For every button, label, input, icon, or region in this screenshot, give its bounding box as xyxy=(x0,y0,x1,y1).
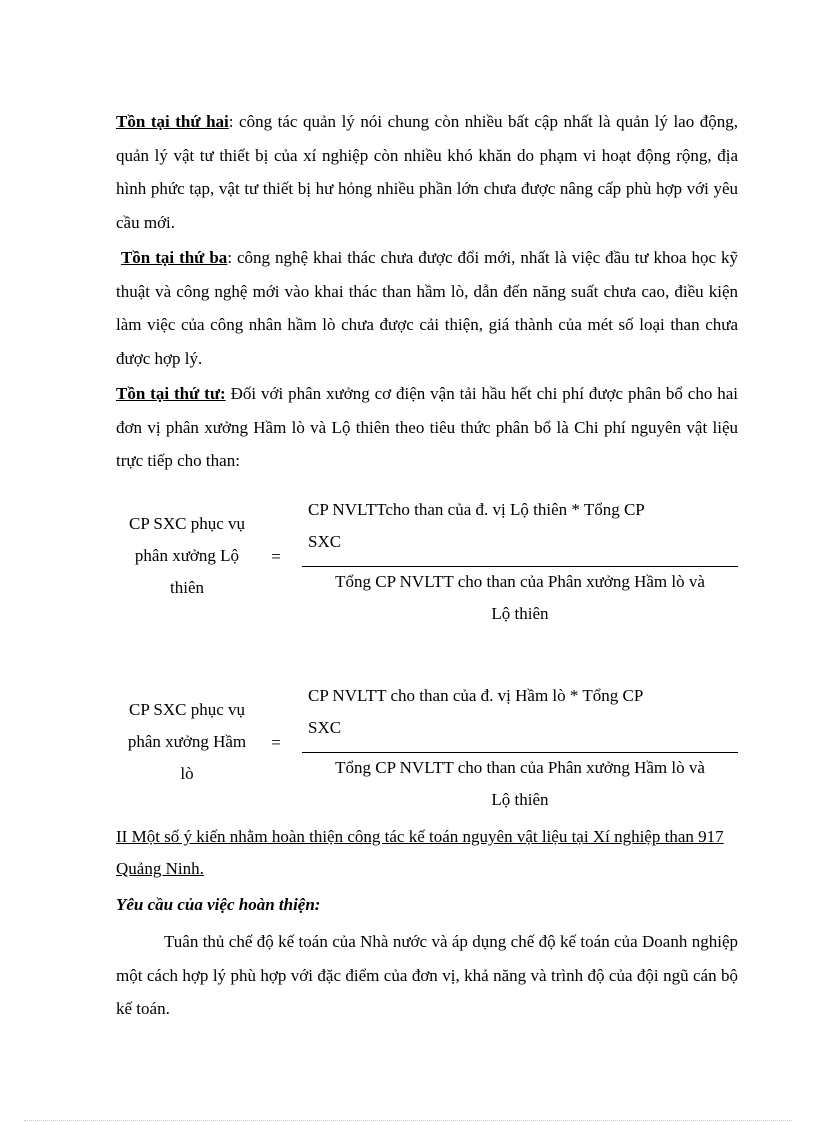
paragraph-ton-tai-thu-ba xyxy=(116,241,738,375)
formula-lo-thien-denominator-line1: Tổng CP NVLTT cho than của Phân xưởng Hầm lò và xyxy=(335,572,705,591)
formula-lo-thien-lhs-line2: phân xưởng Lộ xyxy=(134,546,240,565)
formula-lo-thien-numerator-line2: SXC xyxy=(308,532,342,551)
formula-ham-lo-lhs xyxy=(116,694,258,790)
page-bottom-divider xyxy=(24,1120,792,1121)
formula-ham-lo-lhs-line1: CP SXC phục vụ xyxy=(128,700,246,719)
label-ton-tai-thu-tu: Tồn tại thứ tư: xyxy=(116,384,226,403)
paragraph-ton-tai-thu-tu xyxy=(116,377,738,478)
formula-ham-lo-numerator-line1: CP NVLTT cho than của đ. vị Hầm lò * Tổng CP xyxy=(308,686,644,705)
text-ton-tai-thu-tu: Đối với phân xưởng cơ điện vận tải hầu hết chi phí được phân bổ cho hai đơn vị phân xưởng Hầm lò và Lộ thiên theo tiêu thức phân bổ là Chi phí nguyên vật liệu trực tiếp cho than: xyxy=(116,384,738,470)
formula-ham-lo-numerator xyxy=(308,680,738,744)
formula-ham-lo xyxy=(116,680,740,820)
formula-lo-thien-numerator xyxy=(308,494,738,558)
formula-lo-thien-lhs-line3: thiên xyxy=(170,578,204,597)
text-ton-tai-thu-ba: : công nghệ khai thác chưa được đổi mới, nhất là việc đầu tư khoa học kỹ thuật và công nghệ mới vào khai thác than hầm lò, dẫn đến năng suất chưa cao, điều kiện làm việc của công nhân hầm lò chưa được cải thiện, giá thành của mét số loại than chưa được hợp lý. xyxy=(116,248,738,368)
formula-lo-thien xyxy=(116,494,740,634)
label-ton-tai-thu-ba: Tồn tại thứ ba xyxy=(120,248,228,267)
formula-ham-lo-denominator xyxy=(302,752,738,816)
formula-lo-thien-denominator xyxy=(302,566,738,630)
formula-ham-lo-equals: = xyxy=(271,733,281,752)
formula-ham-lo-numerator-line2: SXC xyxy=(308,718,342,737)
formula-lo-thien-lhs-line1: CP SXC phục vụ xyxy=(128,514,246,533)
text-ton-tai-thu-hai: : công tác quản lý nói chung còn nhiều bất cập nhất là quản lý lao động, quản lý vật tư thiết bị của xí nghiệp còn nhiều khó khăn do phạm vi hoạt động rộng, địa hình phức tạp, vật tư thiết bị hư hỏng nhiều phần lớn chưa được nâng cấp phù hợp với yêu cầu mới. xyxy=(116,112,738,232)
formula-ham-lo-lhs-line3: lò xyxy=(180,764,194,783)
label-ton-tai-thu-hai: Tồn tại thứ hai xyxy=(116,112,229,131)
formula-lo-thien-lhs xyxy=(116,508,258,604)
paragraph-ton-tai-thu-hai xyxy=(116,105,738,239)
section-heading: II Một số ý kiến nhằm hoàn thiện công tác kế toán nguyên vật liệu tại Xí nghiệp than 917 Quảng Ninh. xyxy=(116,827,724,878)
formula-lo-thien-denominator-line2: Lộ thiên xyxy=(491,604,549,623)
formula-ham-lo-denominator-line2: Lộ thiên xyxy=(491,790,549,809)
paragraph-yeu-cau: Tuân thủ chế độ kế toán của Nhà nước và áp dụng chế độ kế toán của Doanh nghiệp một cách hợp lý phù hợp với đặc điểm của đơn vị, khả năng và trình độ của đội ngũ cán bộ kế toán. xyxy=(116,932,738,1018)
formula-ham-lo-denominator-line1: Tổng CP NVLTT cho than của Phân xưởng Hầm lò và xyxy=(335,758,705,777)
formula-ham-lo-lhs-line2: phân xưởng Hầm xyxy=(127,732,247,751)
subheading: Yêu cầu của việc hoàn thiện: xyxy=(116,895,321,914)
formula-lo-thien-numerator-line1: CP NVLTTcho than của đ. vị Lộ thiên * Tổng CP xyxy=(308,500,645,519)
formula-lo-thien-equals: = xyxy=(271,547,281,566)
